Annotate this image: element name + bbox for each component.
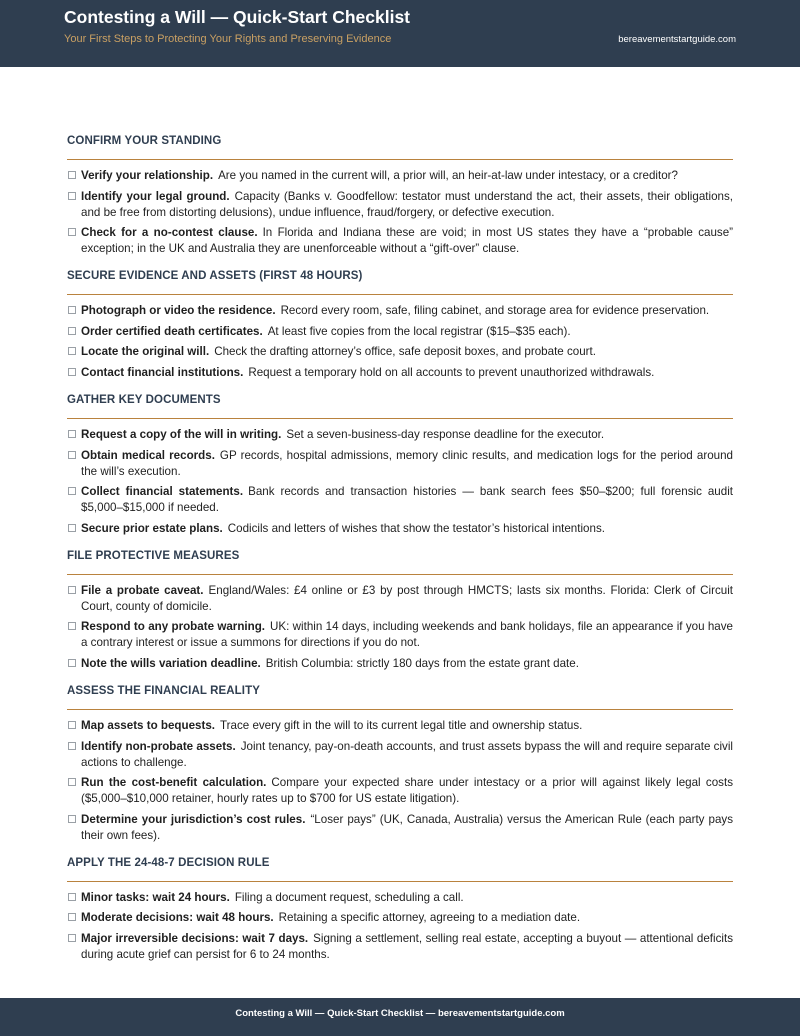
item-lead: Obtain medical records. <box>81 448 215 462</box>
item-lead: Identify your legal ground. <box>81 189 230 203</box>
item-lead: Map assets to bequests. <box>81 718 216 732</box>
item-lead: Minor tasks: wait 24 hours. <box>81 890 230 904</box>
checkbox-icon[interactable] <box>68 430 76 438</box>
item-lead: Request a copy of the will in writing. <box>81 427 282 441</box>
item-lead: Major irreversible decisions: wait 7 days. <box>81 931 309 945</box>
checklist-item <box>67 910 733 926</box>
page-header <box>0 0 800 67</box>
item-text: Retaining a specific attorney, agreeing to a mediation date. <box>278 911 581 925</box>
page-subtitle: Your First Steps to Protecting Your Rights and Preserving Evidence <box>64 33 392 45</box>
item-lead: Identify non-probate assets. <box>81 739 236 753</box>
checklist-item <box>67 812 733 844</box>
section-title: CONFIRM YOUR STANDING <box>67 135 222 147</box>
footer-text: Contesting a Will — Quick-Start Checklist — bereavementstartguide.com <box>235 1008 565 1019</box>
item-lead: Collect financial statements. <box>81 485 244 499</box>
checklist-section <box>67 132 733 257</box>
checkbox-icon[interactable] <box>68 893 76 901</box>
section-divider <box>67 418 733 419</box>
item-text: UK: within 14 days, including weekends and bank holidays, file an appearance if you have a contrary interest or issue a summons for directions if you do not. <box>81 620 733 650</box>
item-text: England/Wales: £4 online or £3 by post through HMCTS; lasts six months. Florida: Clerk of Circuit Court, county of domicile. <box>81 583 733 613</box>
item-text: In Florida and Indiana these are void; in most US states they have a “probable cause” exception; in the UK and Australia they are unenforceable without a “gift-over” clause. <box>81 226 734 256</box>
checkbox-icon[interactable] <box>68 368 76 376</box>
item-text: Bank records and transaction histories — bank search fees $50–$200; full forensic audit $5,000–$15,000 if needed. <box>81 485 733 515</box>
checkbox-icon[interactable] <box>68 934 76 942</box>
checklist-item <box>67 427 733 443</box>
item-lead: Moderate decisions: wait 48 hours. <box>81 911 274 925</box>
checklist-item <box>67 484 733 516</box>
checklist-item <box>67 344 733 360</box>
item-text: Capacity (Banks v. Goodfellow: testator must understand the act, their assets, their obligations, and be free from distorting delusions), undue influence, fraud/forgery, or defective execution. <box>81 189 733 219</box>
item-lead: Locate the original will. <box>81 345 210 359</box>
item-text: Filing a document request, scheduling a call. <box>234 890 464 904</box>
checkbox-icon[interactable] <box>68 327 76 335</box>
section-divider <box>67 881 733 882</box>
checklist-section <box>67 682 733 844</box>
checklist-item <box>67 168 733 184</box>
checkbox-icon[interactable] <box>68 913 76 921</box>
section-title: ASSESS THE FINANCIAL REALITY <box>67 684 260 697</box>
item-lead: Check for a no-contest clause. <box>81 226 258 240</box>
checklist-section <box>67 547 733 672</box>
checkbox-icon[interactable] <box>68 586 76 594</box>
checkbox-icon[interactable] <box>68 815 76 823</box>
checklist-item <box>67 583 733 615</box>
section-divider <box>67 709 733 710</box>
section-title: FILE PROTECTIVE MEASURES <box>67 549 240 562</box>
item-text: Signing a settlement, selling real estate, accepting a buyout — attentional deficits during acute grief can persist for 6 to 24 months. <box>81 931 733 961</box>
item-text: Request a temporary hold on all accounts to prevent unauthorized withdrawals. <box>248 365 655 379</box>
checkbox-icon[interactable] <box>68 659 76 667</box>
checkbox-icon[interactable] <box>68 721 76 729</box>
checklist-section <box>67 391 733 537</box>
checklist-item <box>67 739 733 771</box>
checkbox-icon[interactable] <box>68 524 76 532</box>
section-title: APPLY THE 24-48-7 DECISION RULE <box>67 856 270 869</box>
item-lead: Run the cost-benefit calculation. <box>81 776 267 790</box>
item-text: GP records, hospital admissions, memory clinic results, and medication logs for the period around the will’s execution. <box>81 448 733 478</box>
checkbox-icon[interactable] <box>68 487 76 495</box>
checklist-item <box>67 890 733 906</box>
checklist-item <box>67 931 733 963</box>
checklist-item <box>67 775 733 807</box>
item-lead: Photograph or video the residence. <box>81 304 276 318</box>
checkbox-icon[interactable] <box>68 171 76 179</box>
checklist-item <box>67 656 733 672</box>
item-text: At least five copies from the local registrar ($15–$35 each). <box>267 324 571 338</box>
item-text: Check the drafting attorney’s office, safe deposit boxes, and probate court. <box>214 345 596 359</box>
checklist-item <box>67 718 733 734</box>
item-text: British Columbia: strictly 180 days from the estate grant date. <box>265 656 579 670</box>
checklist-content <box>67 132 733 973</box>
section-title: GATHER KEY DOCUMENTS <box>67 393 221 406</box>
checkbox-icon[interactable] <box>68 778 76 786</box>
section-title: SECURE EVIDENCE AND ASSETS (FIRST 48 HOURS) <box>67 270 363 283</box>
checkbox-icon[interactable] <box>68 451 76 459</box>
checklist-item <box>67 324 733 340</box>
item-text: Trace every gift in the will to its current legal title and ownership status. <box>220 718 583 732</box>
checklist-item <box>67 189 733 221</box>
checklist-section <box>67 267 733 381</box>
checkbox-icon[interactable] <box>68 306 76 314</box>
checkbox-icon[interactable] <box>68 622 76 630</box>
item-text: “Loser pays” (UK, Canada, Australia) versus the American Rule (each party pays their own fees). <box>81 812 734 842</box>
item-lead: Order certified death certificates. <box>81 324 263 338</box>
item-text: Set a seven-business-day response deadline for the executor. <box>286 427 605 441</box>
item-text: Codicils and letters of wishes that show the testator’s historical intentions. <box>227 521 605 535</box>
section-divider <box>67 574 733 575</box>
page-footer <box>0 998 800 1036</box>
item-text: Compare your expected share under intestacy or a prior will against likely legal costs ($5,000–$10,000 retainer, hourly rates up to $700 for US estate litigation). <box>81 776 733 806</box>
item-text: Joint tenancy, pay-on-death accounts, and trust assets bypass the will and require separate civil actions to challenge. <box>81 739 734 769</box>
checklist-item <box>67 521 733 537</box>
checkbox-icon[interactable] <box>68 228 76 236</box>
item-text: Record every room, safe, filing cabinet, and storage area for evidence preservation. <box>280 304 710 318</box>
checkbox-icon[interactable] <box>68 192 76 200</box>
checklist-section <box>67 854 733 963</box>
checklist-item <box>67 303 733 319</box>
checklist-item <box>67 448 733 480</box>
item-lead: Secure prior estate plans. <box>81 521 223 535</box>
page-title: Contesting a Will — Quick-Start Checklist <box>64 7 411 27</box>
site-url: bereavementstartguide.com <box>618 34 736 45</box>
checklist-item <box>67 619 733 651</box>
item-lead: File a probate caveat. <box>81 583 204 597</box>
section-divider <box>67 294 733 295</box>
checklist-item <box>67 225 733 257</box>
item-lead: Verify your relationship. <box>81 169 214 182</box>
checkbox-icon[interactable] <box>68 742 76 750</box>
item-lead: Determine your jurisdiction’s cost rules. <box>81 812 306 826</box>
checkbox-icon[interactable] <box>68 347 76 355</box>
item-lead: Contact financial institutions. <box>81 365 244 379</box>
item-text: Are you named in the current will, a prior will, an heir-at-law under intestacy, or a creditor? <box>218 169 678 182</box>
section-divider <box>67 159 733 160</box>
item-lead: Note the wills variation deadline. <box>81 656 261 670</box>
checklist-item <box>67 365 733 381</box>
item-lead: Respond to any probate warning. <box>81 620 266 634</box>
